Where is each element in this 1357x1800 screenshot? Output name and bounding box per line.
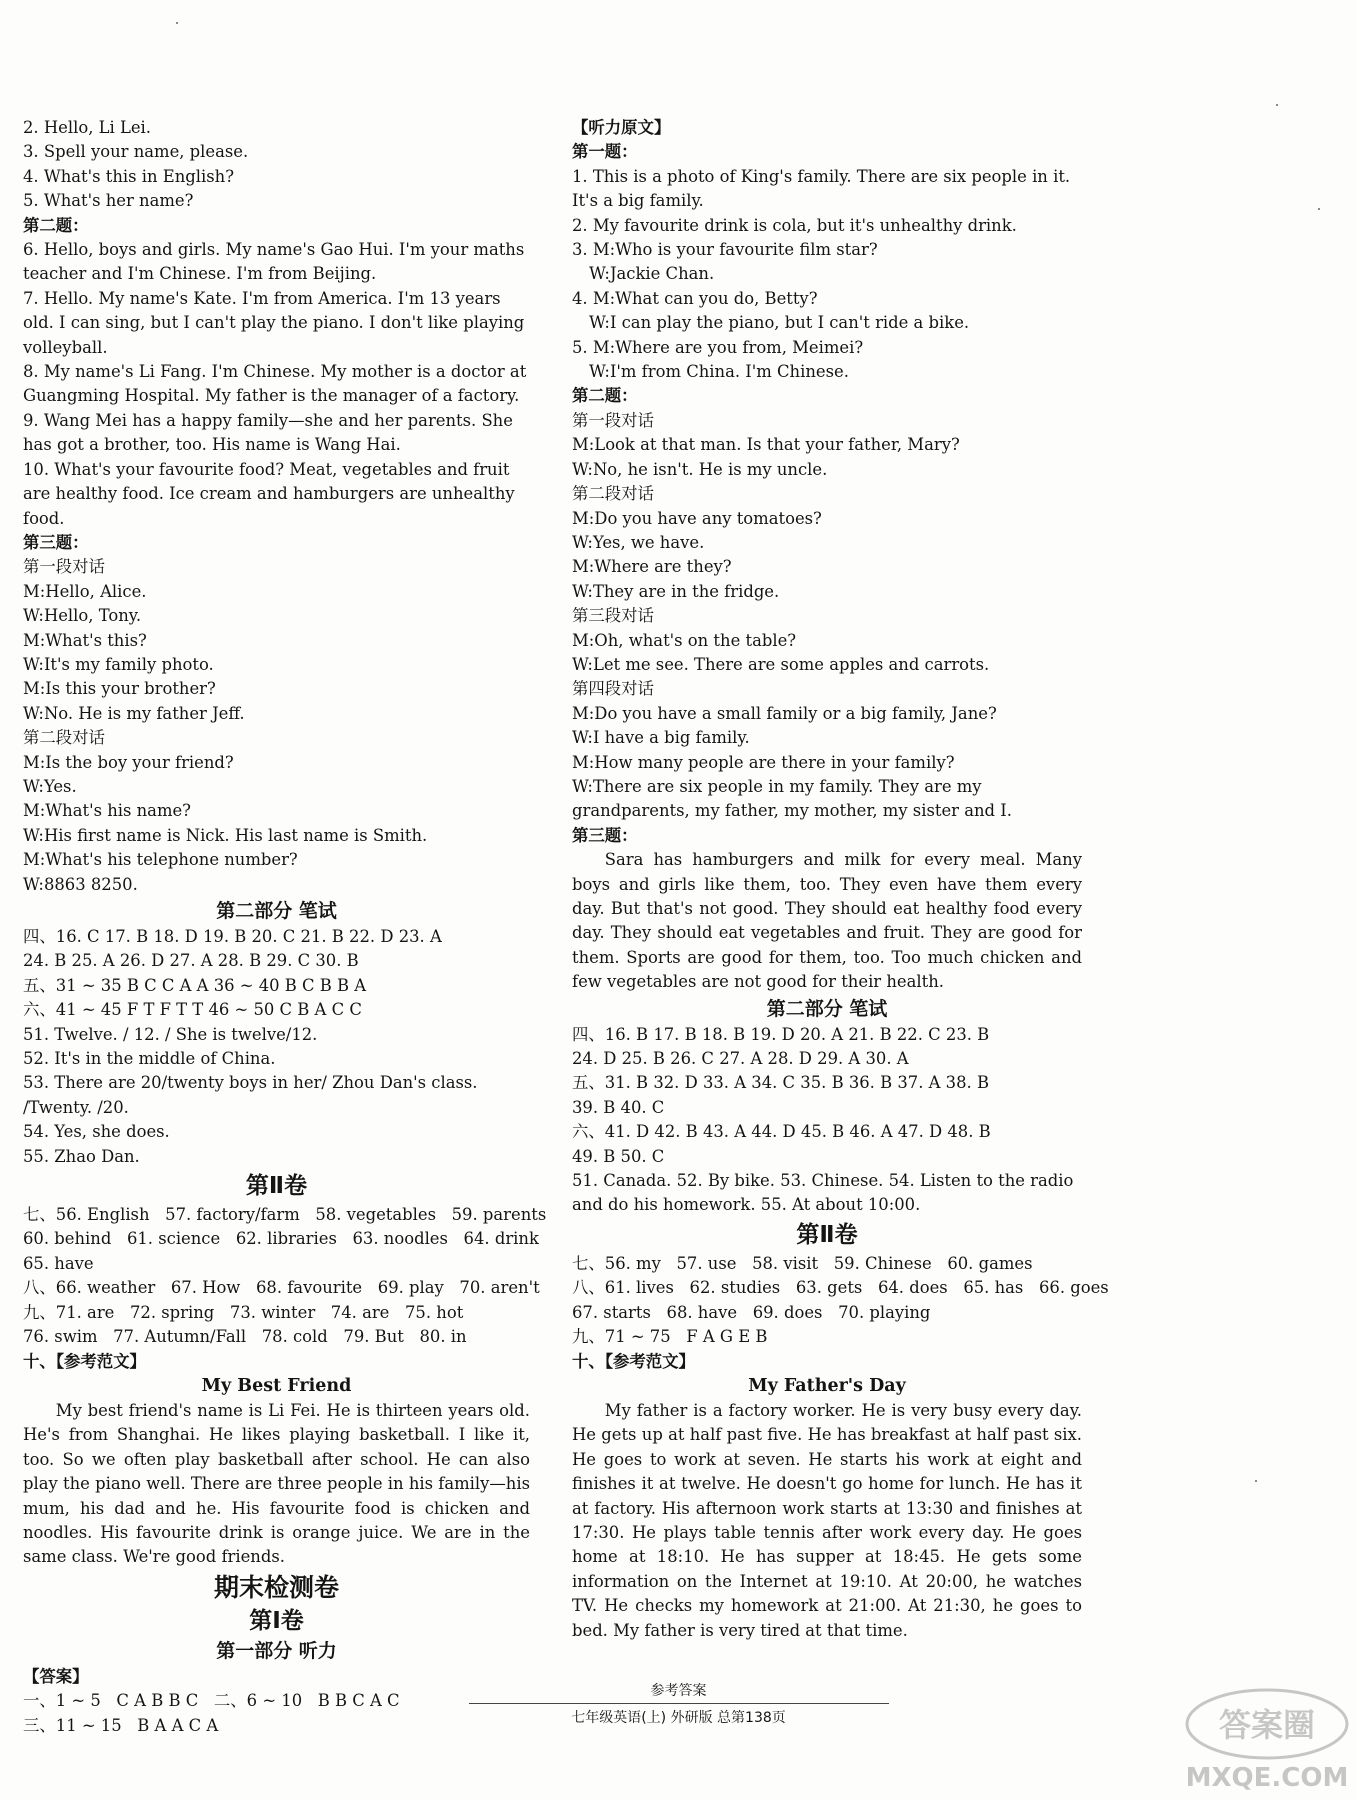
section-heading: 第二题： <box>23 215 89 235</box>
scan-speck <box>176 22 178 24</box>
dialog-line: 4. M:What can you do, Betty? <box>572 288 818 308</box>
page-footer <box>0 1680 1357 1727</box>
dialog-line: M:Is the boy your friend? <box>23 752 234 772</box>
dialog-line: M:Is this your brother? <box>23 679 216 699</box>
footer-page-info: 七年级英语(上) 外研版 总第138页 <box>571 1710 786 1726</box>
footer-label: 参考答案 <box>650 1683 707 1699</box>
scan-speck <box>1276 104 1278 106</box>
volume-heading: 第Ⅱ卷 <box>245 1173 308 1200</box>
dialog-line: W:No. He is my father Jeff. <box>23 703 245 723</box>
part-heading: 第二部分 笔试 <box>216 900 337 922</box>
dialog-line: W:His first name is Nick. His last name is Smith. <box>23 825 428 845</box>
dialog-line: M:What's his telephone number? <box>23 850 298 870</box>
dialog-line: M:What's his name? <box>23 801 191 821</box>
dialog-line: W:Jackie Chan. <box>589 264 715 284</box>
answer-line: 76. swim 77. Autumn/Fall 78. cold 79. But 80. in <box>23 1327 467 1347</box>
watermark-bottom-text: MXQE.COM <box>1185 1763 1349 1793</box>
section-heading: 第二题： <box>572 386 638 406</box>
list-item: 1. This is a photo of King's family. There are six people in it. It's a big family. <box>572 166 1071 211</box>
dialog-title: 第三段对话 <box>572 606 654 626</box>
dialog-line: W:I can play the piano, but I can't ride a bike. <box>589 313 970 333</box>
dialog-line: 3. M:Who is your favourite film star? <box>572 240 878 260</box>
answer-line: 五、31. B 32. D 33. A 34. C 35. B 36. B 37. A 38. B <box>572 1073 990 1093</box>
answer-line: 24. B 25. A 26. D 27. A 28. B 29. C 30. B <box>23 951 359 971</box>
essay-label: 十、【参考范文】 <box>572 1351 695 1371</box>
exam-heading: 期末检测卷 <box>213 1572 339 1602</box>
scan-speck <box>1255 1480 1257 1482</box>
list-item: 6. Hello, boys and girls. My name's Gao Hui. I'm your maths teacher and I'm Chinese. I'm from Beijing. <box>23 240 525 284</box>
dialog-line: W:8863 8250. <box>23 874 138 894</box>
answer-line: 八、66. weather 67. How 68. favourite 69. play 70. aren't <box>23 1278 540 1298</box>
text-line: 5. What's her name? <box>23 191 194 211</box>
dialog-line: W:There are six people in my family. They are my grandparents, my father, my mother, my sister and I. <box>572 776 1012 821</box>
answer-line: 65. have <box>23 1253 94 1273</box>
text-line: 3. Spell your name, please. <box>23 142 249 162</box>
part-heading: 第二部分 笔试 <box>766 997 888 1020</box>
answer-label: 【答案】 <box>23 1666 89 1686</box>
dialog-line: M:Look at that man. Is that your father, Mary? <box>572 435 960 455</box>
right-column <box>572 116 1109 1643</box>
dialog-title: 第二段对话 <box>23 728 105 748</box>
dialog-line: W:It's my family photo. <box>23 654 214 674</box>
dialog-title: 第四段对话 <box>572 679 654 699</box>
listening-label: 【听力原文】 <box>572 118 671 137</box>
answer-line: 54. Yes, she does. <box>23 1122 170 1142</box>
dialog-line: W:Yes, we have. <box>572 532 705 552</box>
dialog-line: W:I'm from China. I'm Chinese. <box>589 362 849 382</box>
section-heading: 第一题： <box>572 142 638 162</box>
answer-line: 八、61. lives 62. studies 63. gets 64. does 65. has 66. goes <box>572 1278 1109 1298</box>
answer-line: 60. behind 61. science 62. libraries 63. noodles 64. drink <box>23 1229 539 1249</box>
dialog-title: 第一段对话 <box>23 557 105 577</box>
answer-line: 52. It's in the middle of China. <box>23 1049 276 1069</box>
essay-title: My Best Friend <box>201 1375 352 1396</box>
essay-body: My best friend's name is Li Fei. He is thirteen years old. He's from Shanghai. He likes playing basketball. I like it, too. So we often play basketball after school. He can also play the piano well. There are three people in his family—his mum, his dad and he. His favourite food is chicken and noodles. His favourite drink is orange juice. We are in the same class. We're good friends. <box>23 1400 530 1567</box>
listening-passage: Sara has hamburgers and milk for every meal. Many boys and girls like them, too. They even have them every day. But that's not good. They should eat healthy food every day. They should eat vegetables and fruit. They are good for them. Sports are good for them, too. Too much chicken and few vegetables are not good for their health. <box>572 850 1082 992</box>
dialog-line: W:No, he isn't. He is my uncle. <box>572 459 828 479</box>
dialog-line: M:Do you have any tomatoes? <box>572 508 822 528</box>
dialog-line: W:Let me see. There are some apples and carrots. <box>572 654 990 674</box>
dialog-line: M:Hello, Alice. <box>23 581 147 601</box>
dialog-title: 第一段对话 <box>572 410 654 430</box>
answer-line: 55. Zhao Dan. <box>23 1146 140 1166</box>
section-heading: 第三题： <box>572 825 638 845</box>
answer-line: 九、71. are 72. spring 73. winter 74. are 75. hot <box>23 1302 464 1322</box>
dialog-line: M:How many people are there in your family? <box>572 752 955 772</box>
volume-heading: 第Ⅱ卷 <box>796 1221 858 1248</box>
dialog-line: M:Where are they? <box>572 557 732 577</box>
answer-line: 四、16. B 17. B 18. B 19. D 20. A 21. B 22. C 23. B <box>572 1024 990 1044</box>
answer-line: 三、11 ~ 15 B A A C A <box>23 1715 219 1735</box>
list-item: 7. Hello. My name's Kate. I'm from America. I'm 13 years old. I can sing, but I can't play the piano. I don't like playing volleyball. <box>23 288 525 357</box>
answer-line: 24. D 25. B 26. C 27. A 28. D 29. A 30. A <box>572 1049 909 1069</box>
answer-line: 九、71 ~ 75 F A G E B <box>572 1327 768 1347</box>
answer-line: 67. starts 68. have 69. does 70. playing <box>572 1302 931 1322</box>
dialog-line: W:They are in the fridge. <box>572 581 780 601</box>
answer-line: 51. Canada. 52. By bike. 53. Chinese. 54. Listen to the radio and do his homework. 55. At about 10:00. <box>572 1171 1074 1215</box>
footer-divider <box>469 1703 889 1704</box>
left-column <box>23 116 547 1738</box>
answer-line: 49. B 50. C <box>572 1146 665 1166</box>
list-item: 10. What's your favourite food? Meat, vegetables and fruit are healthy food. Ice cream and hamburgers are unhealthy food. <box>23 459 515 528</box>
answer-line: 六、41. D 42. B 43. A 44. D 45. B 46. A 47. D 48. B <box>572 1122 991 1142</box>
section-heading: 第三题： <box>23 532 89 552</box>
dialog-line: M:Do you have a small family or a big family, Jane? <box>572 703 997 723</box>
watermark-logo <box>1183 1686 1351 1796</box>
watermark-top-text: 答案圈 <box>1218 1706 1316 1744</box>
dialog-title: 第二段对话 <box>572 484 654 504</box>
dialog-line: 5. M:Where are you from, Meimei? <box>572 337 864 357</box>
list-item: 9. Wang Mei has a happy family—she and her parents. She has got a brother, too. His name is Wang Hai. <box>23 410 513 455</box>
answer-line: 四、16. C 17. B 18. D 19. B 20. C 21. B 22. D 23. A <box>23 927 442 946</box>
answer-line: 51. Twelve. / 12. / She is twelve/12. <box>23 1024 318 1044</box>
essay-label: 十、【参考范文】 <box>23 1351 146 1371</box>
dialog-line: M:Oh, what's on the table? <box>572 630 797 650</box>
answer-line: 53. There are 20/twenty boys in her/ Zhou Dan's class. /Twenty. /20. <box>23 1073 478 1117</box>
answer-line: 七、56. my 57. use 58. visit 59. Chinese 60. games <box>572 1253 1033 1273</box>
dialog-line: W:Yes. <box>23 776 77 796</box>
watermark-icon <box>1183 1686 1351 1796</box>
list-item: 2. My favourite drink is cola, but it's unhealthy drink. <box>572 215 1017 235</box>
essay-body: My father is a factory worker. He is very busy every day. He gets up at half past five. He has breakfast at half past six. He goes to work at seven. He starts his work at eight and finishes it at twelve. He doesn't go home for lunch. He has it at factory. His afternoon work starts at 13:30 and finishes at 17:30. He plays table tennis after work every day. He goes home at 18:10. He has supper at 18:45. He gets some information on the Internet at 19:10. At 20:00, he watches TV. He checks my homework at 21:00. At 21:30, he goes to bed. My father is very tired at that time. <box>572 1400 1082 1640</box>
answer-line: 七、56. English 57. factory/farm 58. vegetables 59. parents <box>23 1205 547 1225</box>
dialog-line: W:Hello, Tony. <box>23 606 142 626</box>
scan-speck <box>1318 208 1320 210</box>
dialog-line: W:I have a big family. <box>572 728 750 748</box>
text-line: 4. What's this in English? <box>23 166 235 186</box>
text-line: 2. Hello, Li Lei. <box>23 118 151 137</box>
answer-line: 五、31 ~ 35 B C C A A 36 ~ 40 B C B B A <box>23 975 367 995</box>
answer-line: 六、41 ~ 45 F T F T T 46 ~ 50 C B A C C <box>23 1000 362 1020</box>
list-item: 8. My name's Li Fang. I'm Chinese. My mother is a doctor at Guangming Hospital. My father is the manager of a factory. <box>23 362 527 406</box>
volume-heading: 第Ⅰ卷 <box>249 1607 304 1634</box>
part-heading: 第一部分 听力 <box>216 1639 337 1662</box>
answer-line: 一、1 ~ 5 C A B B C 二、6 ~ 10 B B C A C <box>23 1691 400 1711</box>
essay-title: My Father's Day <box>748 1375 906 1396</box>
answer-line: 39. B 40. C <box>572 1097 665 1117</box>
dialog-line: M:What's this? <box>23 630 147 650</box>
